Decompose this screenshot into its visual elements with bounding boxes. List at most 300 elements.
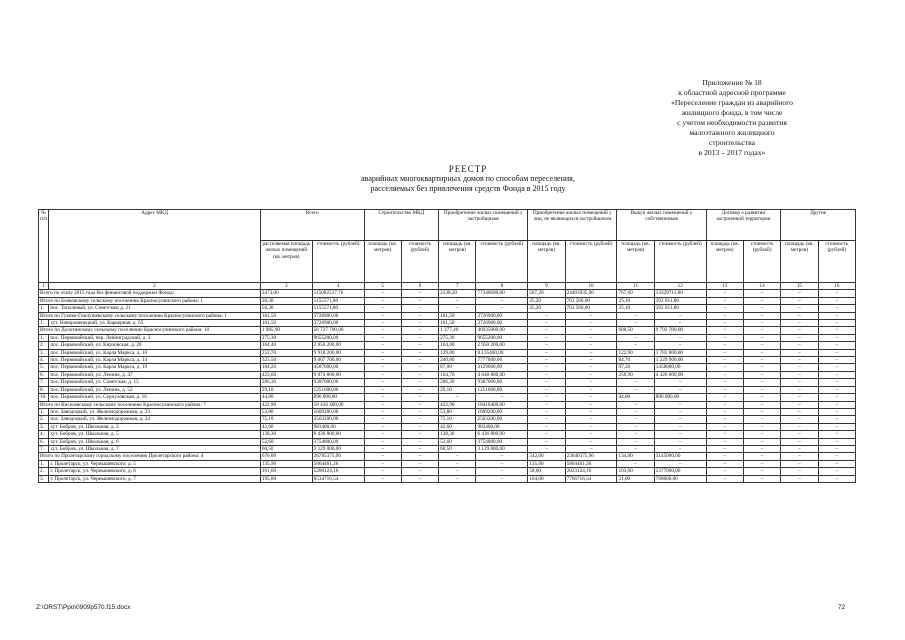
value-cell: – xyxy=(617,431,654,438)
value-cell: – xyxy=(401,334,438,341)
value-cell: – xyxy=(781,445,818,452)
value-cell: 676,00 xyxy=(260,453,312,460)
value-cell: 25,20 xyxy=(528,297,565,304)
value-cell: 258,90 xyxy=(617,371,654,378)
value-cell: – xyxy=(781,386,818,393)
row-label: Итого по Гуково-Гнилушевскому сельскому поселению Красносулинского района: 1 xyxy=(39,312,261,319)
value-cell: – xyxy=(743,431,780,438)
row-number: 2. xyxy=(39,468,49,475)
value-cell: – xyxy=(706,394,743,401)
value-cell: 77348690,00 xyxy=(476,290,528,297)
value-cell: – xyxy=(476,453,528,460)
value-cell: 1609200,00 xyxy=(476,408,528,415)
row-number: 1. xyxy=(39,460,49,467)
total-row xyxy=(39,312,856,319)
value-cell: 3473,00 xyxy=(260,290,312,297)
value-cell: – xyxy=(781,342,818,349)
value-cell: 50,30 xyxy=(260,305,312,312)
value-cell: – xyxy=(528,394,565,401)
value-cell: – xyxy=(743,468,780,475)
header-cell: Выкуп жилых помещений у собственников xyxy=(617,210,706,241)
value-cell: 325,50 xyxy=(260,357,312,364)
value-cell: – xyxy=(364,342,401,349)
total-row xyxy=(39,290,856,297)
row-address: г. Пролетарск, ул. Чернышевского, д. 6 xyxy=(49,468,260,475)
value-cell: – xyxy=(706,416,743,423)
value-cell: – xyxy=(743,475,780,482)
appendix-line-line: малоэтажного жилищного xyxy=(689,128,775,137)
value-cell: – xyxy=(528,423,565,430)
value-cell: 52,60 xyxy=(439,438,476,445)
value-cell: – xyxy=(401,453,438,460)
row-number: 1. xyxy=(39,408,49,415)
row-address: г. Пролетарск, ул. Чернышевского, д. 5 xyxy=(49,460,260,467)
value-cell: – xyxy=(565,386,617,393)
value-cell: – xyxy=(743,297,780,304)
value-cell: 3754800,00 xyxy=(476,438,528,445)
value-cell: – xyxy=(364,290,401,297)
row-address: хут. Бобров, ул. Школьная, д. 6 xyxy=(49,438,260,445)
value-cell: – xyxy=(364,386,401,393)
value-cell: 26785375,96 xyxy=(312,453,364,460)
value-cell: 138,30 xyxy=(439,431,476,438)
header-cell: Всего xyxy=(260,210,364,241)
value-cell: – xyxy=(364,416,401,423)
row-address: пос. Первомайский, пер. Ленинградский, д. 3 xyxy=(49,334,260,341)
value-cell: – xyxy=(401,386,438,393)
value-cell: – xyxy=(654,401,706,408)
value-cell: 164,40 xyxy=(439,342,476,349)
value-cell: – xyxy=(706,475,743,482)
value-cell: – xyxy=(706,408,743,415)
value-cell: 542,00 xyxy=(528,453,565,460)
row-address: хут. Бобров, ул. Школьная, д. 7 xyxy=(49,445,260,452)
value-cell: – xyxy=(706,334,743,341)
value-cell: – xyxy=(617,342,654,349)
file-path: Z:\ORST\Ppo\0909p570.f15.docx xyxy=(36,604,131,611)
value-cell: – xyxy=(743,334,780,341)
value-cell: – xyxy=(706,438,743,445)
value-cell: – xyxy=(818,445,855,452)
value-cell: 13329711,80 xyxy=(654,290,706,297)
value-cell: – xyxy=(476,394,528,401)
header-cell: Другие xyxy=(781,210,856,241)
row-address: пос. Первомайский, ул. Кирзовская, д. 20 xyxy=(49,342,260,349)
value-cell: – xyxy=(364,408,401,415)
value-cell: 2377000,00 xyxy=(654,468,706,475)
appendix-line-line: «Переселение граждан из аварийного xyxy=(671,98,793,107)
registry-table xyxy=(38,209,856,483)
value-cell: – xyxy=(818,453,855,460)
value-cell: – xyxy=(439,305,476,312)
value-cell: 9 074 800,00 xyxy=(312,371,364,378)
value-cell: 1 229 900,00 xyxy=(654,357,706,364)
value-cell: – xyxy=(401,349,438,356)
value-cell: – xyxy=(617,320,654,327)
value-cell: – xyxy=(781,468,818,475)
table-row xyxy=(39,416,856,423)
value-cell: – xyxy=(565,320,617,327)
value-cell: – xyxy=(364,364,401,371)
value-cell: – xyxy=(706,445,743,452)
value-cell: – xyxy=(706,453,743,460)
row-number: 7. xyxy=(39,445,49,452)
value-cell: – xyxy=(439,468,476,475)
value-cell: – xyxy=(654,342,706,349)
value-cell: – xyxy=(818,334,855,341)
subheader-cell: площадь (кв. метров) xyxy=(364,241,401,283)
value-cell: 9 792 700,00 xyxy=(654,327,706,334)
value-cell: – xyxy=(706,423,743,430)
value-cell: 56 727 700,00 xyxy=(312,327,364,334)
total-row xyxy=(39,401,856,408)
table-row xyxy=(39,349,856,356)
value-cell: – xyxy=(565,327,617,334)
header-cell: № п/п xyxy=(39,210,49,283)
value-cell: – xyxy=(364,460,401,467)
value-cell: 25,10 xyxy=(617,305,654,312)
value-cell: – xyxy=(781,416,818,423)
value-cell: – xyxy=(528,320,565,327)
value-cell: 135,90 xyxy=(260,460,312,467)
value-cell: 3129000,00 xyxy=(476,364,528,371)
value-cell: – xyxy=(476,475,528,482)
header-cell: Адрес МКД xyxy=(49,210,260,283)
value-cell: – xyxy=(781,438,818,445)
value-cell: – xyxy=(706,357,743,364)
value-cell: 129,80 xyxy=(439,349,476,356)
value-cell: – xyxy=(818,394,855,401)
table-row xyxy=(39,357,856,364)
total-row xyxy=(39,453,856,460)
row-address: пос. Первомайский, ул. Карла Маркса, д. 19 xyxy=(49,364,260,371)
value-cell: – xyxy=(818,438,855,445)
value-cell: – xyxy=(528,408,565,415)
value-cell: 9387000,00 xyxy=(312,379,364,386)
value-cell: 1 782 800,00 xyxy=(654,349,706,356)
value-cell: – xyxy=(364,305,401,312)
value-cell: 31,00 xyxy=(617,475,654,482)
column-number: 5 xyxy=(364,283,401,290)
value-cell: – xyxy=(401,408,438,415)
value-cell: – xyxy=(743,327,780,334)
row-address: пос. Первомайский, ул. Карла Маркса, д. 14 xyxy=(49,357,260,364)
value-cell: – xyxy=(743,349,780,356)
title-line-line: аварийных многоквартирных домов по способам переселения, xyxy=(361,174,575,183)
value-cell: – xyxy=(401,475,438,482)
subheader-cell: площадь (кв. метров) xyxy=(617,241,654,283)
value-cell: – xyxy=(401,312,438,319)
value-cell: 101,50 xyxy=(439,312,476,319)
value-cell: – xyxy=(654,408,706,415)
value-cell: 87,00 xyxy=(439,364,476,371)
value-cell: – xyxy=(401,305,438,312)
row-number: 2. xyxy=(39,416,49,423)
value-cell: – xyxy=(743,453,780,460)
value-cell: 9387000,00 xyxy=(476,379,528,386)
value-cell: – xyxy=(401,379,438,386)
value-cell: 101,50 xyxy=(439,320,476,327)
value-cell: 44,80 xyxy=(260,394,312,401)
value-cell: – xyxy=(364,475,401,482)
value-cell: – xyxy=(528,445,565,452)
value-cell: – xyxy=(706,460,743,467)
value-cell: – xyxy=(565,334,617,341)
value-cell: 7766716,54 xyxy=(565,475,617,482)
column-number: 11 xyxy=(617,283,654,290)
value-cell: – xyxy=(401,423,438,430)
appendix-line-line: в 2013 – 2017 годах» xyxy=(698,148,766,157)
value-cell: 286,30 xyxy=(260,379,312,386)
value-cell: 18 416 400,00 xyxy=(312,401,364,408)
value-cell: – xyxy=(818,305,855,312)
value-cell: – xyxy=(818,320,855,327)
appendix-line-line: Приложение № 18 xyxy=(702,78,762,87)
value-cell: – xyxy=(528,349,565,356)
value-cell: – xyxy=(781,431,818,438)
value-cell: 5864461,26 xyxy=(312,460,364,467)
value-cell: 115082537,76 xyxy=(312,290,364,297)
value-cell: 46935000,00 xyxy=(476,327,528,334)
value-cell: – xyxy=(364,312,401,319)
value-cell: – xyxy=(818,297,855,304)
value-cell: – xyxy=(565,423,617,430)
table-row xyxy=(39,423,856,430)
title-line-line: расселяемых без привлечения средств Фонда в 2015 году xyxy=(370,184,566,193)
value-cell: – xyxy=(617,408,654,415)
subheader-cell: стоимость (рублей) xyxy=(565,241,617,283)
value-cell: 58,60 xyxy=(528,468,565,475)
row-address: хут. Новоровенецкий, ул. Карьерная, д. 65 xyxy=(49,320,260,327)
value-cell: – xyxy=(364,438,401,445)
value-cell: 53,80 xyxy=(260,408,312,415)
value-cell: 275,30 xyxy=(439,334,476,341)
document-title xyxy=(276,164,660,194)
value-cell: – xyxy=(706,371,743,378)
page-number: 72 xyxy=(838,604,846,611)
value-cell: – xyxy=(743,312,780,319)
value-cell: 422,90 xyxy=(260,401,312,408)
row-address: хут. Бобров, ул. Школьная, д. 2 xyxy=(49,423,260,430)
column-number: 2 xyxy=(49,283,260,290)
value-cell: – xyxy=(401,431,438,438)
value-cell: – xyxy=(617,438,654,445)
value-cell: 896 000,00 xyxy=(312,394,364,401)
row-address: пос. Первомайский, ул. Советская, д. 15 xyxy=(49,379,260,386)
value-cell: 23640375,96 xyxy=(565,453,617,460)
value-cell: 4 426 000,00 xyxy=(654,371,706,378)
value-cell: – xyxy=(565,431,617,438)
value-cell: 195,00 xyxy=(260,475,312,482)
value-cell: – xyxy=(743,408,780,415)
value-cell: – xyxy=(818,408,855,415)
column-number: 4 xyxy=(312,283,364,290)
value-cell: 18416400,00 xyxy=(476,401,528,408)
value-cell: – xyxy=(781,423,818,430)
value-cell: 101,50 xyxy=(260,312,312,319)
value-cell: – xyxy=(654,431,706,438)
value-cell: – xyxy=(617,379,654,386)
value-cell: – xyxy=(528,371,565,378)
value-cell: – xyxy=(818,357,855,364)
value-cell: 767,60 xyxy=(617,290,654,297)
column-number: 1 xyxy=(39,283,49,290)
value-cell: – xyxy=(743,401,780,408)
value-cell: – xyxy=(528,327,565,334)
value-cell: – xyxy=(743,460,780,467)
value-cell: – xyxy=(565,438,617,445)
value-cell: – xyxy=(654,320,706,327)
value-cell: – xyxy=(781,349,818,356)
value-cell: – xyxy=(401,438,438,445)
value-cell: – xyxy=(743,394,780,401)
value-cell: – xyxy=(818,460,855,467)
row-label: Всего по этапу 2015 года без финансовой поддержки Фонда: xyxy=(39,290,261,297)
value-cell: – xyxy=(401,327,438,334)
value-cell: – xyxy=(706,290,743,297)
value-cell: – xyxy=(818,327,855,334)
value-cell: 53,80 xyxy=(439,408,476,415)
value-cell: – xyxy=(818,379,855,386)
value-cell: – xyxy=(781,290,818,297)
value-cell: 392 011,80 xyxy=(654,305,706,312)
value-cell: – xyxy=(364,371,401,378)
value-cell: – xyxy=(401,290,438,297)
value-cell: 103,00 xyxy=(617,468,654,475)
value-cell: 983400,00 xyxy=(476,423,528,430)
value-cell: 4 648 800,00 xyxy=(476,371,528,378)
subheader-cell: площадь (кв. метров) xyxy=(439,241,476,283)
value-cell: – xyxy=(818,468,855,475)
value-cell: 1155571,80 xyxy=(312,305,364,312)
value-cell: – xyxy=(654,312,706,319)
row-number: 6. xyxy=(39,438,49,445)
value-cell: – xyxy=(439,475,476,482)
value-cell: – xyxy=(706,468,743,475)
value-cell: 25,20 xyxy=(528,305,565,312)
row-number: 3. xyxy=(39,423,49,430)
row-address: пос. Заводоцкий, ул. Железнодорожная, д. 23 xyxy=(49,408,260,415)
value-cell: 5864461,26 xyxy=(565,460,617,467)
subheader-cell: площадь (кв. метров) xyxy=(781,241,818,283)
value-cell: 3145000,00 xyxy=(654,453,706,460)
row-number: 1. xyxy=(39,305,49,312)
value-cell: 3726900,00 xyxy=(476,320,528,327)
value-cell: – xyxy=(401,357,438,364)
value-cell: – xyxy=(743,423,780,430)
value-cell: – xyxy=(364,468,401,475)
column-number: 13 xyxy=(706,283,743,290)
value-cell: – xyxy=(617,445,654,452)
subheader-cell: стоимость (рублей) xyxy=(476,241,528,283)
value-cell: – xyxy=(528,416,565,423)
value-cell: – xyxy=(439,460,476,467)
table-row xyxy=(39,342,856,349)
value-cell: – xyxy=(781,408,818,415)
value-cell: – xyxy=(565,342,617,349)
value-cell: 423,60 xyxy=(260,371,312,378)
row-address: пос. Заводоцкий, ул. Железнодорожная, д. 24 xyxy=(49,416,260,423)
value-cell: 122,90 xyxy=(617,349,654,356)
value-cell: – xyxy=(565,371,617,378)
value-cell: – xyxy=(401,401,438,408)
value-cell: – xyxy=(528,438,565,445)
value-cell: – xyxy=(706,342,743,349)
value-cell: – xyxy=(781,357,818,364)
value-cell: – xyxy=(476,468,528,475)
value-cell: – xyxy=(818,371,855,378)
value-cell: – xyxy=(364,431,401,438)
table-row xyxy=(39,371,856,378)
value-cell: – xyxy=(617,334,654,341)
value-cell: – xyxy=(706,431,743,438)
value-cell: – xyxy=(476,460,528,467)
value-cell: – xyxy=(617,416,654,423)
header-cell: Приобретение жилых помещений у лиц, не являющихся застройщиком xyxy=(528,210,617,241)
value-cell: – xyxy=(476,297,528,304)
value-cell: 763 560,00 xyxy=(565,297,617,304)
value-cell: – xyxy=(743,438,780,445)
row-number: 4. xyxy=(39,431,49,438)
table-row xyxy=(39,460,856,467)
row-number: 2. xyxy=(39,342,49,349)
value-cell: – xyxy=(401,371,438,378)
row-number: 1. xyxy=(39,320,49,327)
value-cell: – xyxy=(743,364,780,371)
value-cell: 164,40 xyxy=(260,342,312,349)
value-cell: – xyxy=(401,297,438,304)
value-cell: – xyxy=(818,364,855,371)
value-cell: – xyxy=(706,379,743,386)
value-cell: – xyxy=(818,312,855,319)
value-cell: – xyxy=(401,445,438,452)
appendix-note xyxy=(634,78,830,158)
value-cell: – xyxy=(565,312,617,319)
value-cell: 9655200,00 xyxy=(476,334,528,341)
value-cell: 184,20 xyxy=(260,364,312,371)
value-cell: 1251600,00 xyxy=(312,386,364,393)
value-cell: – xyxy=(781,460,818,467)
value-cell: 75,10 xyxy=(260,416,312,423)
row-address: г. Пролетарск, ул. Чернышевского, д. 7 xyxy=(49,475,260,482)
value-cell: – xyxy=(654,379,706,386)
row-label: Итого по Долотинскому сельскому поселению Красносулинского района: 10 xyxy=(39,327,261,334)
value-cell: 3754800,00 xyxy=(312,438,364,445)
value-cell: 252,70 xyxy=(260,349,312,356)
value-cell: 24403935,96 xyxy=(565,290,617,297)
value-cell: – xyxy=(818,416,855,423)
value-cell: 42,60 xyxy=(439,423,476,430)
value-cell: – xyxy=(743,305,780,312)
column-number: 12 xyxy=(654,283,706,290)
value-cell: – xyxy=(781,401,818,408)
column-number: 15 xyxy=(781,283,818,290)
column-number: 6 xyxy=(401,283,438,290)
header-cell: Приобретение жилых помещений у застройщиков xyxy=(439,210,528,241)
value-cell: 135,90 xyxy=(528,460,565,467)
row-number: 4. xyxy=(39,357,49,364)
appendix-line-line: строительства xyxy=(709,138,755,147)
value-cell: – xyxy=(364,334,401,341)
row-number: 5. xyxy=(39,364,49,371)
value-cell: – xyxy=(781,453,818,460)
value-cell: – xyxy=(528,357,565,364)
value-cell: – xyxy=(565,394,617,401)
value-cell: – xyxy=(565,401,617,408)
value-cell: – xyxy=(439,394,476,401)
column-number-row xyxy=(39,283,856,290)
value-cell: 2823124,16 xyxy=(565,468,617,475)
